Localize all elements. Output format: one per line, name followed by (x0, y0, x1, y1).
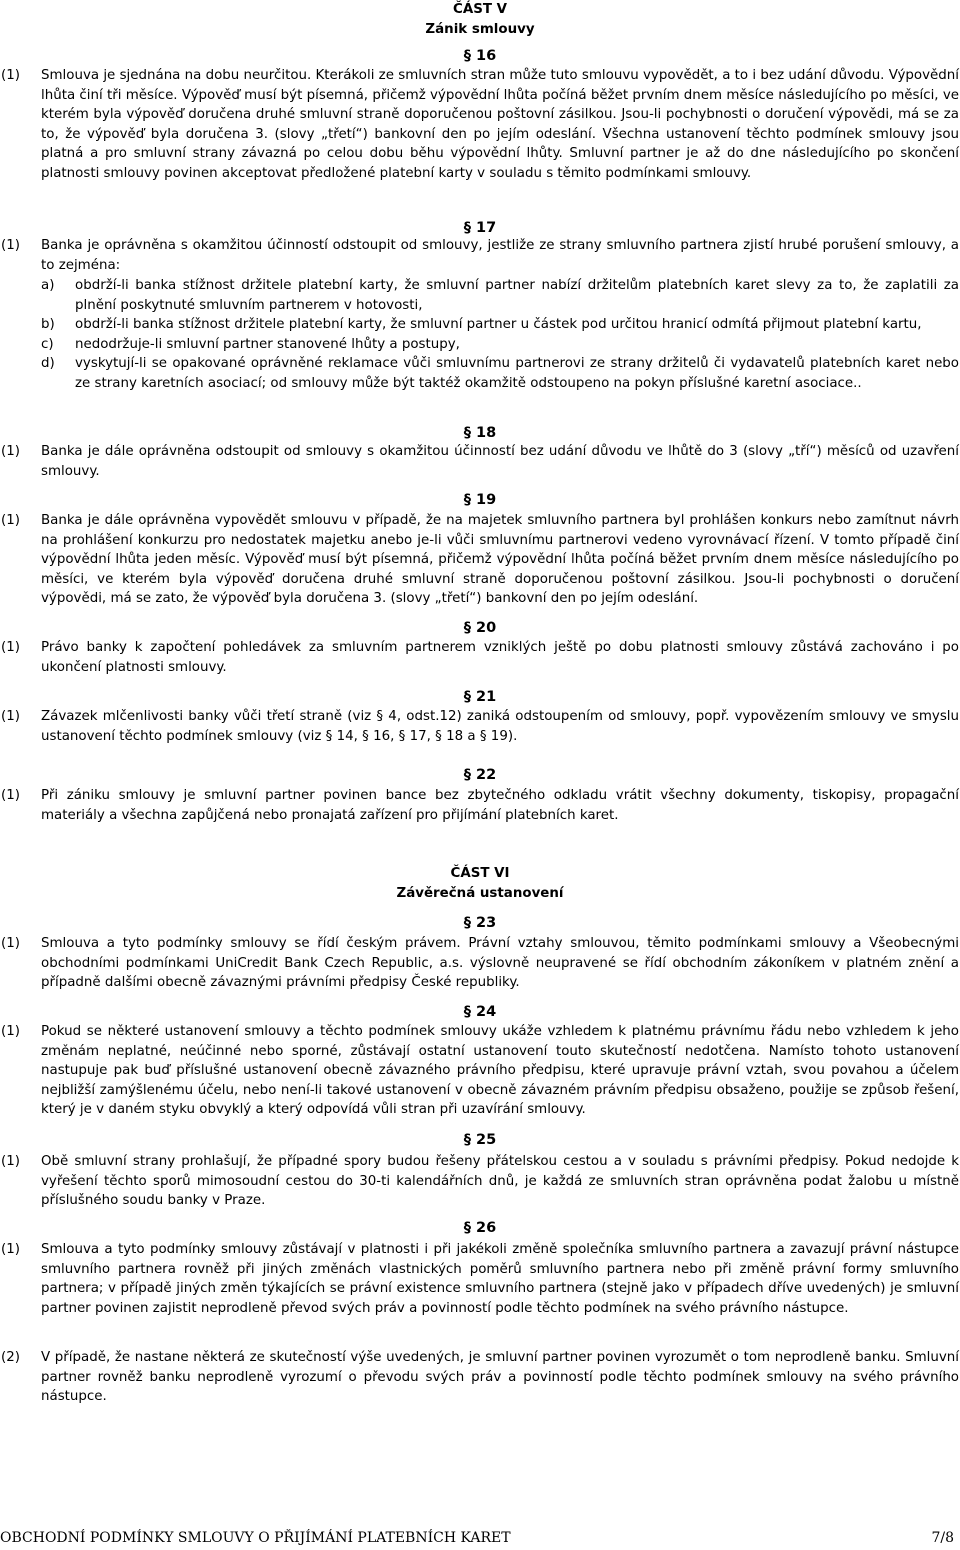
item-list (41, 276, 959, 394)
paragraph-number: (2) (1, 1350, 20, 1365)
paragraph-text: Banka je oprávněna s okamžitou účinností odstoupit od smlouvy, jestliže ze strany smluvního partnera zjistí hrubé porušení smlouvy, a to zejména: (41, 238, 959, 273)
list-item (41, 315, 959, 335)
item-text: vyskytují-li se opakované oprávněné reklamace vůči smluvnímu partnerovi ze strany držitelů či vydavatelů platebních karet nebo ze strany karetních asociací; od smlouvy může být taktéž okamžitě odstoupeno na pokyn příslušné karetní asociace.. (75, 356, 959, 391)
list-item (41, 335, 959, 355)
section-title: § 21 (463, 689, 497, 705)
section-title: § 16 (463, 48, 497, 64)
item-label: b) (41, 317, 55, 333)
part-number: ČÁST V (453, 2, 507, 17)
part-heading (0, 0, 960, 39)
part-heading (0, 864, 960, 903)
page-footer (0, 1529, 960, 1549)
section-title: § 17 (463, 220, 497, 236)
item-text: nedodržuje-li smluvní partner stanovené lhůty a postupy, (75, 336, 460, 352)
list-item (41, 276, 959, 315)
paragraph-number: (1) (1, 68, 20, 83)
paragraph-number: (1) (1, 444, 20, 459)
item-text: obdrží-li banka stížnost držitele platební karty, že smluvní partner u částek pod určitou hranicí odmítá přijmout platební kartu, (75, 317, 922, 333)
paragraph-number: (1) (1, 1242, 20, 1257)
item-label: c) (41, 336, 54, 352)
section-title: § 20 (463, 620, 497, 636)
section-title: § 24 (463, 1004, 497, 1020)
list-item (41, 354, 959, 393)
item-label: a) (41, 278, 55, 293)
part-title: Závěrečná ustanovení (396, 885, 564, 901)
paragraph-number: (1) (1, 640, 20, 655)
page-number: 7/8 (931, 1530, 954, 1546)
paragraph-number: (1) (1, 709, 20, 724)
paragraph-number: (1) (1, 936, 20, 951)
paragraph-text: Banka je dále oprávněna odstoupit od smlouvy s okamžitou účinností bez udání důvodu ve lhůtě do 3 (slovy „tří“) měsíců od uzavření smlouvy. (41, 444, 959, 479)
paragraph-text: V případě, že nastane některá ze skutečností výše uvedených, je smluvní partner povinen vyrozumět o tom neprodleně banku. Smluvní partner rovněž banku neprodleně vyrozumí o převodu svých práv a povinností podle těchto podmínek smlouvy na svého právního nástupce. (41, 1350, 959, 1405)
paragraph-number: (1) (1, 513, 20, 528)
paragraph-text: Právo banky k započtení pohledávek za smluvním partnerem vzniklých ještě po dobu platnosti smlouvy zůstává zachováno i po ukončení platnosti smlouvy. (41, 640, 959, 675)
paragraph-text: Pokud se některé ustanovení smlouvy a těchto podmínek smlouvy ukáže vzhledem k platnému právnímu řádu nebo vzhledem k jeho změnám neplatné, neúčinné nebo sporné, zůstávají ostatní ustanovení touto skutečností nedotčena. Namísto tohoto ustanovení nastupuje pak buď příslušné ustanovení obecně závazného právního předpisu, které upravuje právní vztah, svou povahou a účelem nejbližší zamýšlenému účelu, nebo není-li takové ustanovení v obecně závazném právním předpisu obsaženo, použije se způsob řešení, který je v daném styku obvyklý a který odpovídá vůli stran při uzavírání smlouvy. (41, 1024, 959, 1118)
section-title: § 18 (463, 425, 497, 441)
part-title: Zánik smlouvy (425, 21, 535, 37)
item-text: obdrží-li banka stížnost držitele platební karty, že smluvní partner nabízí držitelům platebních karet slevy za to, že zaplatili za plnění poskytnuté smluvním partnerem v hotovosti, (75, 278, 959, 313)
paragraph-text: Smlouva je sjednána na dobu neurčitou. Kterákoli ze smluvních stran může tuto smlouvu vypovědět, a to i bez udání důvodu. Výpovědní lhůta činí tři měsíce. Výpověď musí být písemná, přičemž výpovědní lhůta počíná běžet prvním dnem měsíce následujícího po měsíci, ve kterém byla výpověď doručena druhé smluvní straně doporučenou poštovní zásilkou. Jsou-li pochybnosti o doručení výpovědi, má se za to, že výpověď byla doručena 3. (slovy „třetí“) bankovní den po jejím odeslání. Všechna ustanovení těchto podmínek smlouvy jsou platná a pro smluvní strany závazná po celou dobu běhu výpovědní lhůty. Smluvní partner je až do dne následujícího po skončení platnosti smlouvy povinen akceptovat předložené platební karty v souladu s těmito podmínkami smlouvy. (41, 68, 959, 181)
paragraph-text: Smlouva a tyto podmínky smlouvy se řídí českým právem. Právní vztahy smlouvou, těmito podmínkami smlouvy a Všeobecnými obchodními podmínkami UniCredit Bank Czech Republic, a.s. výslovně neupravené se řídí obchodním zákoníkem v platném znění a případně dalšími obecně závaznými právními předpisy České republiky. (41, 936, 959, 991)
paragraph-number: (1) (1, 238, 20, 253)
section-title: § 22 (463, 767, 497, 783)
paragraph-text: Při zániku smlouvy je smluvní partner povinen bance bez zbytečného odkladu vrátit všechny dokumenty, tiskopisy, propagační materiály a všechna zapůjčená nebo pronajatá zařízení pro přijímání platebních karet. (41, 788, 959, 823)
section-title: § 23 (463, 915, 497, 931)
paragraph-text: Smlouva a tyto podmínky smlouvy zůstávají v platnosti i při jakékoli změně společníka smluvního partnera a zavazují právní nástupce smluvního partnera rovněž při jiných změnách vlastnických poměrů smluvního partnera nebo při změně právní formy smluvního partnera; v případě jiných změn týkajících se právní existence smluvního partnera (stejně jako v případech dříve uvedených) je smluvní partner povinen zajistit neprodleně převod svých práv a povinností podle těchto podmínek na svého právního nástupce. (41, 1242, 959, 1316)
footer-title: OBCHODNÍ PODMÍNKY SMLOUVY O PŘIJÍMÁNÍ PLATEBNÍCH KARET (0, 1530, 511, 1546)
paragraph-text: Obě smluvní strany prohlašují, že případné spory budou řešeny přátelskou cestou a v souladu s právními předpisy. Pokud nedojde k vyřešení těchto sporů mimosoudní cestou do 30-ti kalendářních dnů, je každá ze smluvních stran oprávněna podat žalobu u místně příslušného soudu banky v Praze. (41, 1154, 959, 1209)
section-title: § 19 (463, 492, 497, 508)
paragraph-number: (1) (1, 788, 20, 803)
paragraph-number: (1) (1, 1024, 20, 1039)
paragraph-text: Závazek mlčenlivosti banky vůči třetí straně (viz § 4, odst.12) zaniká odstoupením od smlouvy, popř. vypovězením smlouvy ve smyslu ustanovení těchto podmínek smlouvy (viz § 14, § 16, § 17, § 18 a § 19). (41, 709, 959, 744)
section-title: § 26 (463, 1220, 497, 1236)
paragraph-text: Banka je dále oprávněna vypovědět smlouvu v případě, že na majetek smluvního partnera byl prohlášen konkurs nebo zamítnut návrh na prohlášení konkurzu pro nedostatek majetku anebo je-li vůči smluvnímu partnerovi vedeno vyrovnávací řízení. V tomto případě činí výpovědní lhůta jeden měsíc. Výpověď musí být písemná, přičemž výpovědní lhůta počíná běžet prvním dnem měsíce následujícího po měsíci, ve kterém byla výpověď doručena druhé smluvní straně doporučenou poštovní zásilkou. Jsou-li pochybnosti o doručení výpovědi, má se zato, že výpověď byla doručena 3. (slovy „třetí“) bankovní den po jejím odeslání. (41, 513, 959, 607)
paragraph-number: (1) (1, 1154, 20, 1169)
section-title: § 25 (463, 1132, 497, 1148)
part-number: ČÁST VI (450, 866, 510, 881)
item-label: d) (41, 356, 55, 372)
